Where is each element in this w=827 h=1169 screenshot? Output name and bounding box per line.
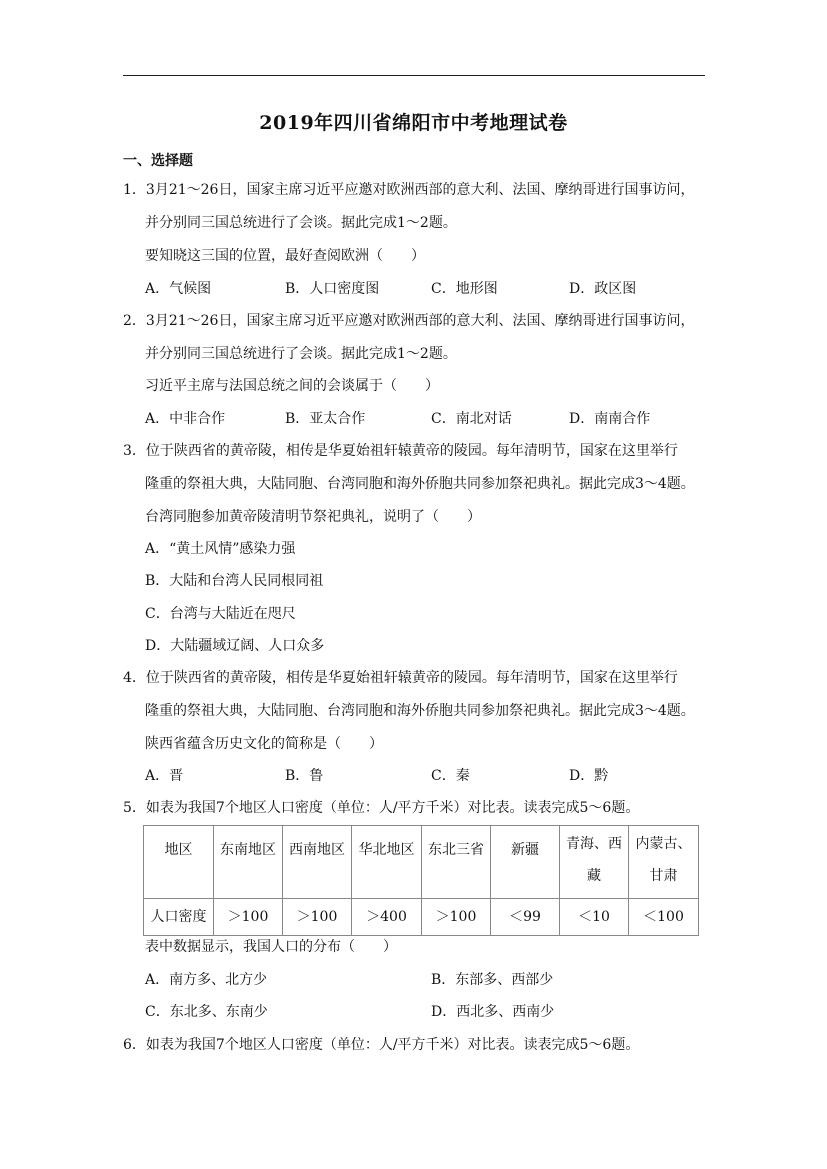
q2-option-a[interactable]: A．中非合作 [145,411,226,427]
q4-stem-line1: 4．位于陕西省的黄帝陵，相传是华夏始祖轩辕黄帝的陵园。每年清明节，国家在这里举行 [123,670,678,686]
table-cell: ＜10 [560,899,629,936]
q5-option-c[interactable]: C．东北多、东南少 [145,1004,268,1020]
table-cell: ＞400 [352,899,422,936]
q3-option-b[interactable]: B．大陆和台湾人民同根同祖 [145,573,324,589]
population-density-table [143,825,699,936]
table-header-cell: 东北三省 [422,826,491,899]
q1-prompt: 要知晓这三国的位置，最好查阅欧洲（ ） [145,248,425,264]
q4-stem-line2: 隆重的祭祖大典，大陆同胞、台湾同胞和海外侨胞共同参加祭祀典礼。据此完成3～4题。 [145,703,695,719]
table-header-cell: 新疆 [491,826,560,899]
table-cell: ＞100 [214,899,283,936]
q5-option-d[interactable]: D．西北多、西南少 [431,1004,555,1020]
q5-prompt: 表中数据显示，我国人口的分布（ ） [145,939,397,955]
q3-stem-line2: 隆重的祭祖大典，大陆同胞、台湾同胞和海外侨胞共同参加祭祀典礼。据此完成3～4题。 [145,476,695,492]
table-cell: ＞100 [422,899,491,936]
q1-stem-line2: 并分别同三国总统进行了会谈。据此完成1～2题。 [145,215,457,231]
q2-stem-line1: 2．3月21～26日，国家主席习近平应邀对欧洲西部的意大利、法国、摩纳哥进行国事访问， [123,313,695,329]
q5-option-a[interactable]: A．南方多、北方少 [145,972,268,988]
section-heading: 一、选择题 [123,153,193,169]
table-header-row [144,826,699,899]
q3-stem-line1: 3．位于陕西省的黄帝陵，相传是华夏始祖轩辕黄帝的陵园。每年清明节，国家在这里举行 [123,443,678,459]
q2-prompt: 习近平主席与法国总统之间的会谈属于（ ） [145,378,439,394]
header-rule [123,75,705,76]
table-cell: 人口密度 [144,899,214,936]
q1-option-c[interactable]: C．地形图 [431,281,498,297]
q5-stem-line1: 5．如表为我国7个地区人口密度（单位：人/平方千米）对比表。读表完成5～6题。 [123,800,640,816]
table-row [144,899,699,936]
q1-option-b[interactable]: B．人口密度图 [285,281,380,297]
q4-prompt: 陕西省蕴含历史文化的简称是（ ） [145,736,383,752]
q1-option-d[interactable]: D．政区图 [569,281,637,297]
table-header-cell: 东南地区 [214,826,283,899]
q2-stem-line2: 并分别同三国总统进行了会谈。据此完成1～2题。 [145,346,457,362]
q2-option-d[interactable]: D．南南合作 [569,411,651,427]
q1-stem-line1: 1．3月21～26日，国家主席习近平应邀对欧洲西部的意大利、法国、摩纳哥进行国事访问， [123,182,695,198]
table-header-cell: 青海、西藏 [560,826,629,899]
q3-option-d[interactable]: D．大陆疆域辽阔、人口众多 [145,638,325,654]
q2-option-b[interactable]: B．亚太合作 [285,411,366,427]
q4-option-c[interactable]: C．秦 [431,768,470,784]
table-cell: ＜99 [491,899,560,936]
table-header-cell: 华北地区 [352,826,422,899]
q3-prompt: 台湾同胞参加黄帝陵清明节祭祀典礼，说明了（ ） [145,509,481,525]
q4-option-d[interactable]: D．黔 [569,768,609,784]
table-cell: ＜100 [629,899,699,936]
q4-option-b[interactable]: B．鲁 [285,768,324,784]
q2-option-c[interactable]: C．南北对话 [431,411,512,427]
table-header-cell: 地区 [144,826,214,899]
q4-option-a[interactable]: A．晋 [145,768,184,784]
q3-option-a[interactable]: A．“黄土风情”感染力强 [145,541,296,557]
table-header-cell: 内蒙古、甘肃 [629,826,699,899]
page-title: 2019年四川省绵阳市中考地理试卷 [259,112,568,134]
q3-option-c[interactable]: C．台湾与大陆近在咫尺 [145,606,296,622]
q5-option-b[interactable]: B．东部多、西部少 [431,972,554,988]
table-cell: ＞100 [283,899,352,936]
table-header-cell: 西南地区 [283,826,352,899]
q6-stem-line1: 6．如表为我国7个地区人口密度（单位：人/平方千米）对比表。读表完成5～6题。 [123,1037,640,1053]
q1-option-a[interactable]: A．气候图 [145,281,212,297]
